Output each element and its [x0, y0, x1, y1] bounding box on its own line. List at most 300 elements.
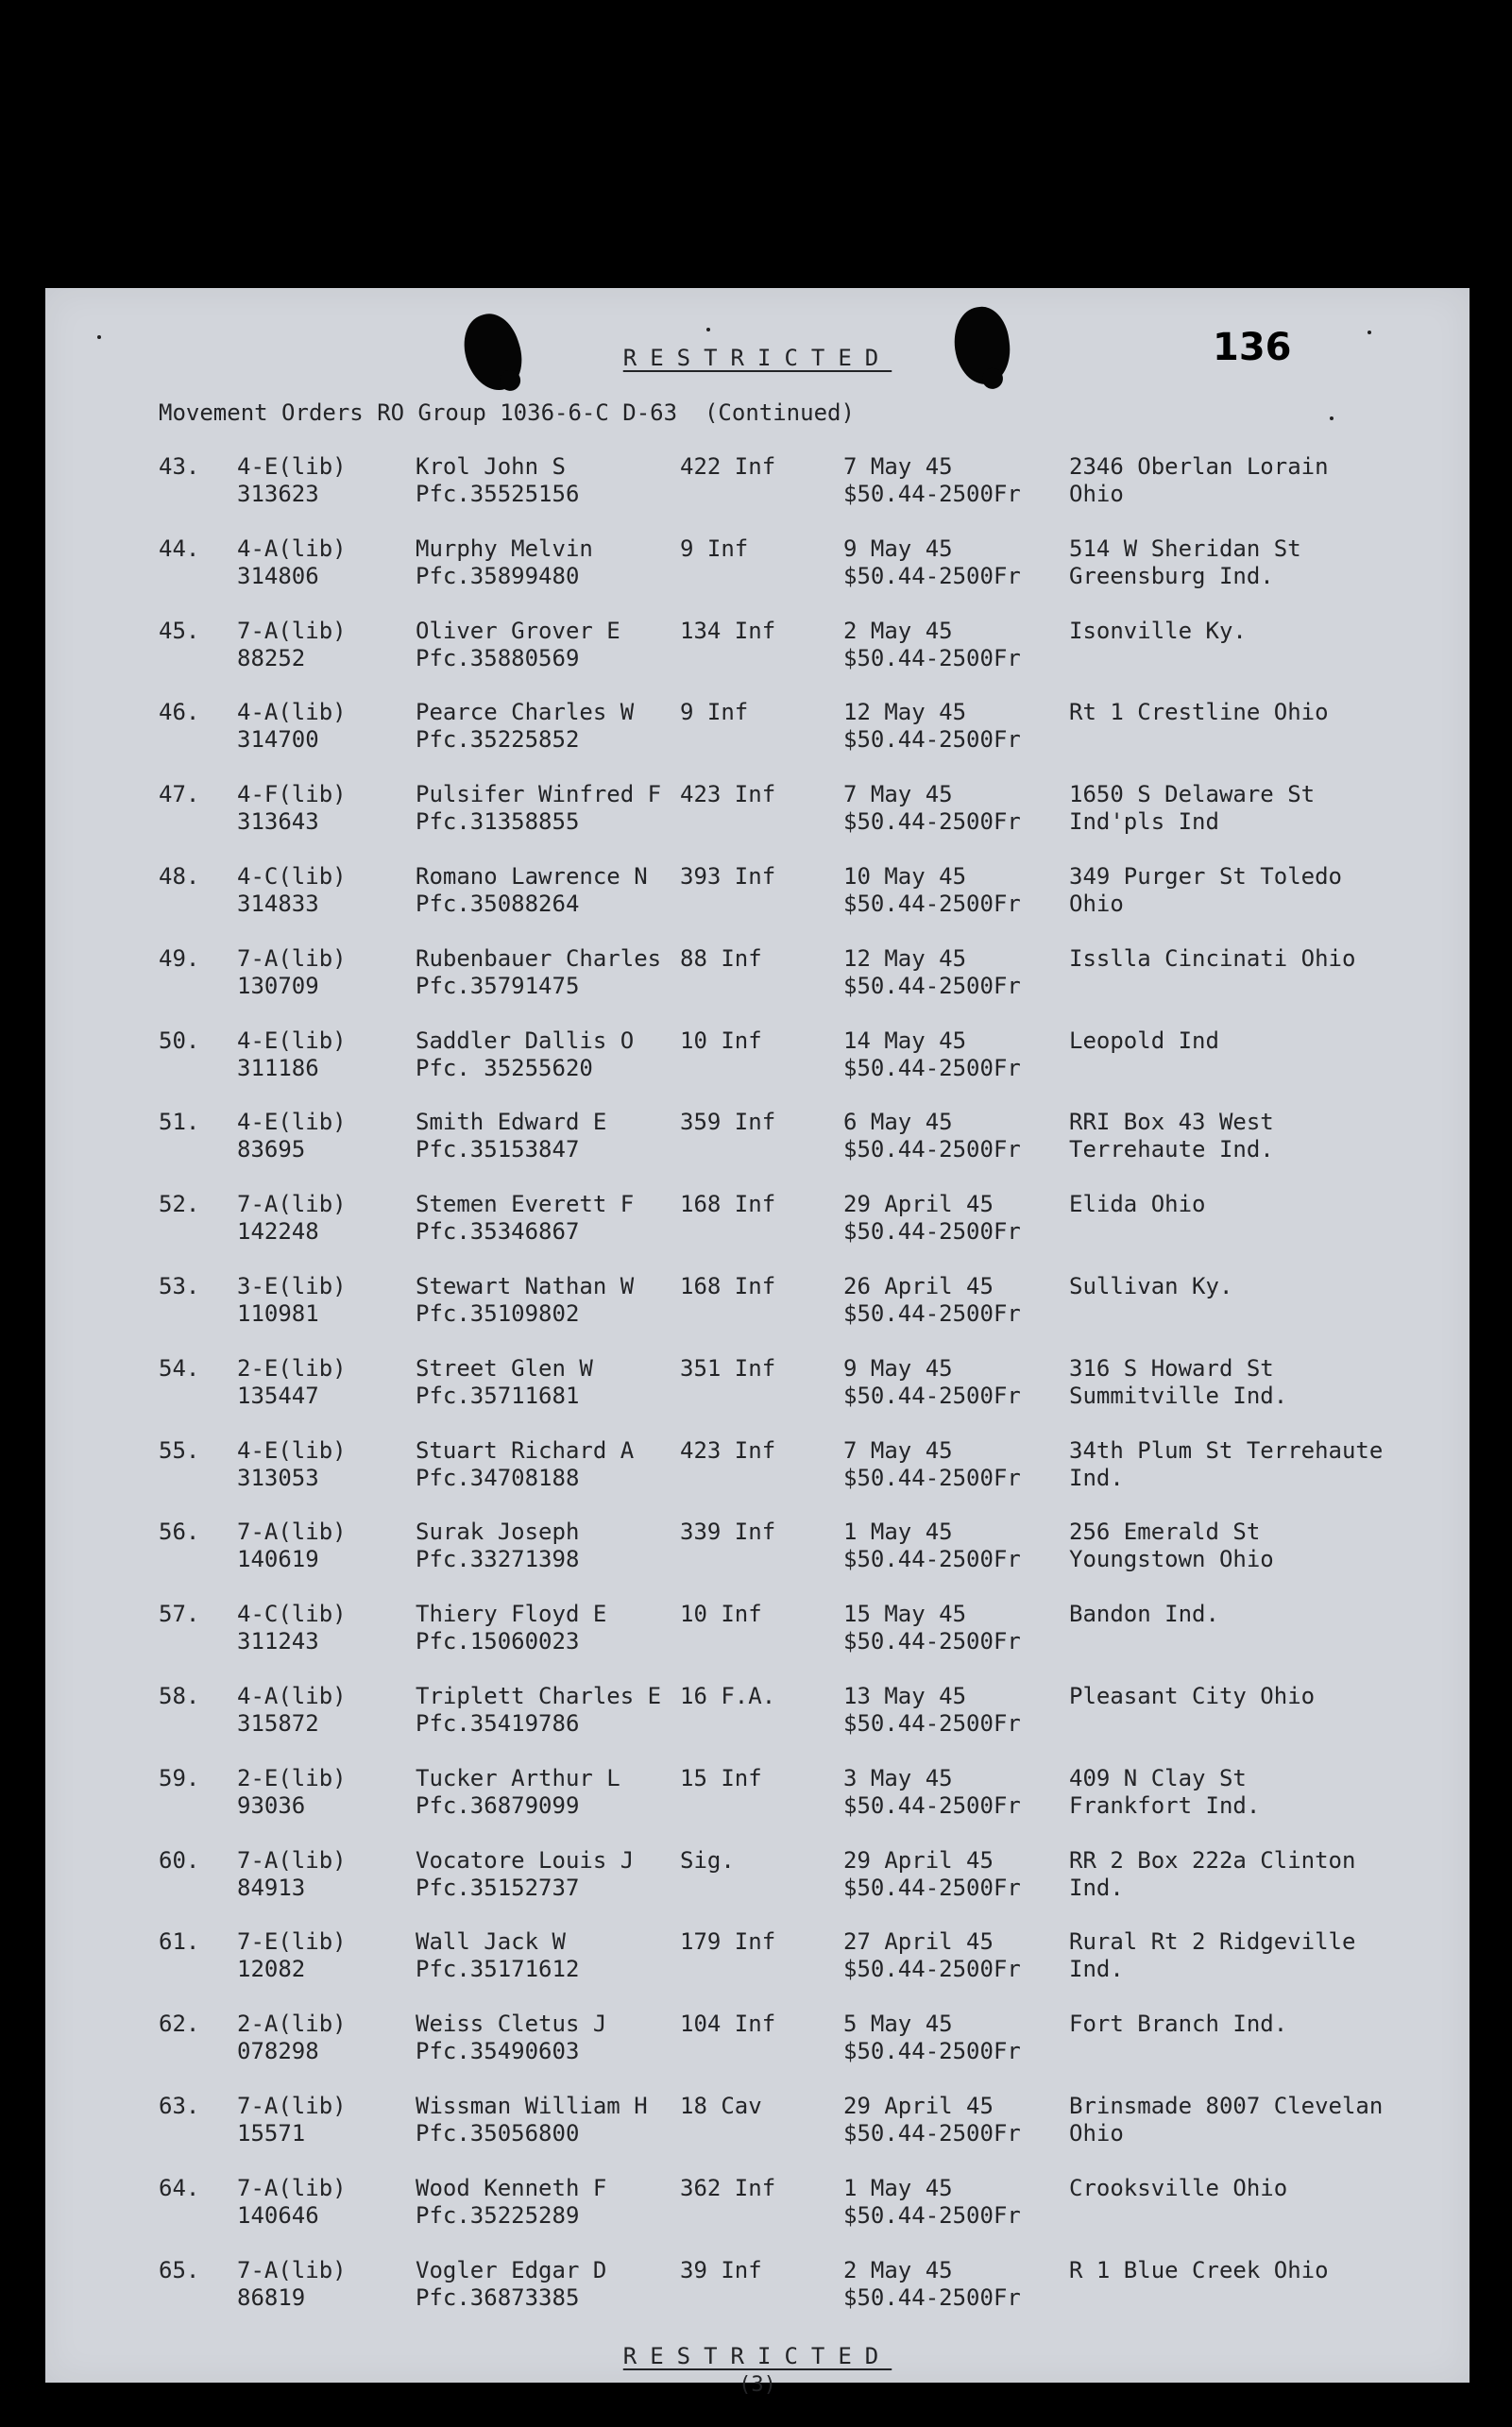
entry-rank-asn: Pfc.35153847: [416, 1136, 580, 1163]
entry-pay: $50.44-2500Fr: [843, 1546, 1021, 1573]
entry-addr1: Rt 1 Crestline Ohio: [1069, 699, 1329, 726]
entry-num: 50.: [159, 1027, 200, 1054]
entry-date: 15 May 45: [843, 1601, 967, 1628]
entry-mos-serial: [237, 1191, 347, 1246]
entry-mos-serial: [237, 1519, 347, 1573]
entry-number: [159, 535, 199, 563]
entry-num: 53.: [159, 1273, 200, 1299]
entry-num: 58.: [159, 1683, 200, 1709]
entry-unit: 10 Inf: [680, 1027, 762, 1054]
entry-date: 1 May 45: [843, 1519, 953, 1546]
entry-mos: 7-A(lib): [237, 1519, 347, 1546]
entry-name-asn: [416, 1601, 606, 1655]
entry-serial: 135447: [237, 1382, 319, 1409]
entry-mos: 4-E(lib): [237, 1109, 347, 1136]
entry-address: [1069, 1191, 1206, 1218]
entry-name: Romano Lawrence N: [416, 863, 648, 890]
entry-unit: 134 Inf: [680, 617, 776, 644]
entry-num: 60.: [159, 1846, 200, 1874]
entry-pay: $50.44-2500Fr: [843, 481, 1021, 507]
entry-address: [1069, 1601, 1219, 1628]
entry-unit: [680, 2257, 762, 2284]
entry-unit: 393 Inf: [680, 863, 776, 890]
entry-unit: [680, 535, 748, 563]
entry-row: [45, 453, 1470, 529]
entry-date: 3 May 45: [843, 1764, 953, 1791]
entry-addr1: Pleasant City Ohio: [1069, 1683, 1316, 1709]
entry-mos: 4-E(lib): [237, 1436, 347, 1464]
entry-serial: 110981: [237, 1300, 319, 1327]
entry-unit: [680, 453, 775, 481]
entry-mos-serial: [237, 1109, 347, 1163]
entry-mos-serial: [237, 618, 347, 672]
entry-pay: $50.44-2500Fr: [843, 562, 1021, 589]
entry-date-pay: [843, 535, 1021, 590]
entry-addr2: Ohio: [1069, 481, 1124, 507]
entry-rank-asn: Pfc.35711681: [416, 1382, 580, 1409]
entry-date-pay: [843, 618, 1021, 672]
entry-unit: [680, 1191, 775, 1218]
speck: [1330, 416, 1334, 420]
entry-name-asn: [416, 618, 620, 672]
entry-addr1: Bandon Ind.: [1069, 1601, 1219, 1628]
speck: [706, 328, 710, 331]
entry-mos-serial: [237, 2175, 347, 2230]
entry-name-asn: [416, 453, 579, 508]
entry-pay: $50.44-2500Fr: [843, 891, 1021, 917]
entry-addr2: Youngstown Ohio: [1069, 1546, 1274, 1573]
entry-rank-asn: Pfc.35171612: [416, 1956, 580, 1983]
entry-date: 7 May 45: [843, 453, 953, 480]
entry-date-pay: [843, 2093, 1021, 2147]
entry-row: [45, 1847, 1470, 1923]
entry-mos: 7-A(lib): [237, 2256, 347, 2283]
entry-name-asn: [416, 1437, 634, 1492]
entry-unit: 351 Inf: [680, 1354, 776, 1382]
entry-date-pay: [843, 453, 1021, 508]
entry-name-asn: [416, 1683, 661, 1738]
entry-mos-serial: [237, 1847, 347, 1902]
entry-row: [45, 1928, 1470, 2004]
entry-address: [1069, 453, 1329, 508]
entry-mos-serial: [237, 2011, 347, 2065]
entry-date-pay: [843, 1273, 1021, 1328]
entry-num: 65.: [159, 2256, 200, 2283]
entry-date-pay: [843, 863, 1021, 918]
entry-rank-asn: Pfc.35346867: [416, 1218, 580, 1246]
entry-addr1: RRI Box 43 West: [1069, 1109, 1274, 1136]
entry-pay: $50.44-2500Fr: [843, 2283, 1021, 2311]
entry-mos: 4-A(lib): [237, 535, 347, 562]
entry-date-pay: [843, 945, 1021, 1000]
entry-number: [159, 1765, 199, 1792]
entry-number: [159, 1601, 199, 1628]
entry-unit: 423 Inf: [680, 1436, 776, 1464]
entry-mos: 4-E(lib): [237, 453, 347, 480]
entry-unit: [680, 618, 775, 645]
entry-date: 9 May 45: [843, 1354, 953, 1382]
entry-unit: 362 Inf: [680, 2174, 776, 2201]
entry-addr1: Elida Ohio: [1069, 1191, 1206, 1218]
entry-name: Tucker Arthur L: [416, 1764, 620, 1791]
entry-mos-serial: [237, 453, 347, 508]
entry-unit: [680, 1601, 762, 1628]
entry-rank-asn: Pfc.35225852: [416, 726, 580, 754]
entry-unit: 10 Inf: [680, 1601, 762, 1628]
entry-number: [159, 1027, 199, 1055]
entry-unit: [680, 945, 762, 973]
entry-rank-asn: Pfc.35056800: [416, 2120, 580, 2147]
entry-addr1: Isslla Cincinati Ohio: [1069, 944, 1356, 972]
entry-num: 61.: [159, 1928, 200, 1956]
entry-row: [45, 1519, 1470, 1594]
entry-rank-asn: Pfc.33271398: [416, 1546, 580, 1573]
entry-name: Pearce Charles W: [416, 699, 635, 726]
entry-address: [1069, 945, 1355, 973]
entry-unit: 168 Inf: [680, 1273, 776, 1299]
entry-pay: $50.44-2500Fr: [843, 1956, 1021, 1983]
entry-addr2: Ohio: [1069, 891, 1124, 917]
entry-date: 10 May 45: [843, 863, 967, 890]
entry-address: [1069, 1355, 1287, 1410]
entry-date-pay: [843, 2257, 1021, 2312]
entry-row: [45, 2257, 1470, 2333]
entry-mos: 7-A(lib): [237, 944, 347, 972]
footer-page-number: (3): [739, 2373, 776, 2397]
entry-unit: 168 Inf: [680, 1191, 776, 1218]
entry-row: [45, 1437, 1470, 1513]
entry-pay: $50.44-2500Fr: [843, 2201, 1021, 2229]
entry-name-asn: [416, 1765, 620, 1820]
entry-serial: 86819: [237, 2283, 306, 2311]
entry-address: [1069, 1437, 1383, 1492]
entry-date: 7 May 45: [843, 1436, 953, 1464]
entry-pay: $50.44-2500Fr: [843, 644, 1021, 671]
entry-addr2: Ind.: [1069, 1464, 1124, 1491]
entry-mos: 2-E(lib): [237, 1354, 347, 1382]
entry-num: 52.: [159, 1191, 200, 1218]
entry-number: [159, 1437, 199, 1465]
entry-serial: 88252: [237, 644, 306, 671]
entry-date-pay: [843, 2011, 1021, 2065]
entry-name-asn: [416, 781, 661, 836]
entry-unit: [680, 1355, 775, 1383]
entry-unit: 39 Inf: [680, 2256, 762, 2283]
entry-serial: 311243: [237, 1628, 319, 1655]
entry-num: 46.: [159, 699, 200, 726]
entry-rank-asn: Pfc.35880569: [416, 644, 580, 671]
entry-mos-serial: [237, 1928, 347, 1983]
entry-date: 29 April 45: [843, 2093, 994, 2119]
entry-address: [1069, 2093, 1383, 2147]
header-classification: RESTRICTED: [622, 345, 892, 371]
entry-name: Rubenbauer Charles: [416, 944, 662, 972]
entry-date: 13 May 45: [843, 1683, 967, 1709]
entry-date: 2 May 45: [843, 2256, 953, 2283]
entry-serial: 12082: [237, 1956, 306, 1983]
entry-number: [159, 1273, 199, 1300]
entry-mos: 4-F(lib): [237, 781, 347, 808]
entry-mos-serial: [237, 945, 347, 1000]
entry-num: 43.: [159, 453, 200, 480]
entry-row: [45, 2175, 1470, 2250]
entry-unit: [680, 1928, 775, 1956]
entry-unit: 16 F.A.: [680, 1683, 776, 1709]
entry-name: Pulsifer Winfred F: [416, 781, 662, 808]
entry-row: [45, 1273, 1470, 1349]
entry-number: [159, 863, 199, 891]
entry-name-asn: [416, 2011, 606, 2065]
entry-rank-asn: Pfc.35490603: [416, 2038, 580, 2065]
entry-name: Thiery Floyd E: [416, 1601, 607, 1628]
entry-mos-serial: [237, 1027, 347, 1082]
entry-addr1: 316 S Howard St: [1069, 1354, 1274, 1382]
entry-number: [159, 618, 199, 645]
entry-row: [45, 618, 1470, 693]
entry-address: [1069, 1027, 1219, 1055]
entry-rank-asn: Pfc.34708188: [416, 1464, 580, 1491]
entry-addr1: Isonville Ky.: [1069, 617, 1247, 644]
entry-unit: Sig.: [680, 1846, 735, 1874]
entry-number: [159, 699, 199, 726]
entry-unit: 9 Inf: [680, 699, 749, 726]
entry-serial: 140646: [237, 2201, 319, 2229]
entry-mos: 7-A(lib): [237, 617, 347, 644]
entry-number: [159, 2011, 199, 2038]
entry-mos: 7-E(lib): [237, 1928, 347, 1956]
entry-unit: [680, 1847, 735, 1875]
entry-unit: [680, 1519, 775, 1546]
entry-row: [45, 535, 1470, 611]
entry-number: [159, 453, 199, 481]
entry-addr1: Fort Branch Ind.: [1069, 2011, 1288, 2038]
entry-serial: 84913: [237, 1874, 306, 1901]
entry-date-pay: [843, 1027, 1021, 1082]
entry-rank-asn: Pfc.15060023: [416, 1628, 580, 1655]
footer-classification: RESTRICTED: [622, 2343, 892, 2369]
entry-serial: 315872: [237, 1710, 319, 1737]
entry-mos: 2-A(lib): [237, 2011, 347, 2038]
entry-mos: 7-A(lib): [237, 2174, 347, 2201]
entry-mos: 7-A(lib): [237, 1191, 347, 1218]
entry-mos: 7-A(lib): [237, 1846, 347, 1874]
entry-mos-serial: [237, 2093, 347, 2147]
entry-unit: 339 Inf: [680, 1519, 776, 1546]
entry-date-pay: [843, 781, 1021, 836]
entry-date-pay: [843, 1109, 1021, 1163]
entry-mos-serial: [237, 1437, 347, 1492]
entry-date: 5 May 45: [843, 2011, 953, 2038]
entry-date-pay: [843, 1765, 1021, 1820]
entry-num: 62.: [159, 2011, 200, 2038]
entry-name-asn: [416, 1191, 634, 1246]
entry-num: 57.: [159, 1601, 200, 1628]
entry-rank-asn: Pfc. 35255620: [416, 1054, 593, 1081]
entry-name-asn: [416, 945, 661, 1000]
entry-rank-asn: Pfc.35899480: [416, 562, 580, 589]
entry-row: [45, 945, 1470, 1021]
entry-date: 14 May 45: [843, 1027, 967, 1054]
entry-pay: $50.44-2500Fr: [843, 1054, 1021, 1081]
entry-address: [1069, 1519, 1274, 1573]
entry-name: Stuart Richard A: [416, 1436, 635, 1464]
entry-num: 56.: [159, 1519, 200, 1546]
speck: [1368, 331, 1371, 334]
entry-row: [45, 863, 1470, 939]
entry-addr1: Brinsmade 8007 Clevelan: [1069, 2093, 1384, 2119]
entry-serial: 311186: [237, 1054, 319, 1081]
entry-addr2: Terrehaute Ind.: [1069, 1136, 1274, 1163]
entry-name-asn: [416, 699, 634, 754]
entry-address: [1069, 2175, 1287, 2202]
entry-num: 47.: [159, 781, 200, 808]
entry-name-asn: [416, 2093, 648, 2147]
entry-unit: [680, 2011, 775, 2038]
entry-name: Vocatore Louis J: [416, 1846, 635, 1874]
entry-addr1: 409 N Clay St: [1069, 1764, 1247, 1791]
entry-address: [1069, 1109, 1274, 1163]
entry-serial: 130709: [237, 972, 319, 999]
entry-addr1: 349 Purger St Toledo: [1069, 863, 1342, 890]
entry-date-pay: [843, 699, 1021, 754]
entry-date: 6 May 45: [843, 1109, 953, 1136]
entry-row: [45, 2093, 1470, 2168]
entry-date-pay: [843, 1847, 1021, 1902]
entry-row: [45, 2011, 1470, 2086]
entry-address: [1069, 863, 1342, 918]
entry-pay: $50.44-2500Fr: [843, 1218, 1021, 1246]
entry-number: [159, 1191, 199, 1218]
entry-number: [159, 945, 199, 973]
entry-unit: 359 Inf: [680, 1109, 776, 1136]
entry-unit: 423 Inf: [680, 781, 776, 808]
entry-num: 51.: [159, 1109, 200, 1136]
entry-pay: $50.44-2500Fr: [843, 1628, 1021, 1655]
entry-name-asn: [416, 863, 648, 918]
document-subtitle: Movement Orders RO Group 1036-6-C D-63 (Continued): [159, 399, 855, 426]
entry-mos-serial: [237, 1683, 347, 1738]
entry-mos-serial: [237, 781, 347, 836]
entry-address: [1069, 2257, 1329, 2284]
entry-number: [159, 1355, 199, 1383]
entry-addr1: 34th Plum St Terrehaute: [1069, 1436, 1384, 1464]
entry-addr2: Ind.: [1069, 1874, 1124, 1901]
entry-name-asn: [416, 1519, 579, 1573]
entry-name: Saddler Dallis O: [416, 1027, 635, 1054]
entry-address: [1069, 781, 1315, 836]
entry-unit: [680, 2175, 775, 2202]
entry-unit: 88 Inf: [680, 944, 762, 972]
entry-name: Wall Jack W: [416, 1928, 566, 1956]
entry-name-asn: [416, 2175, 606, 2230]
entry-address: [1069, 535, 1301, 590]
entry-row: [45, 1191, 1470, 1266]
entry-pay: $50.44-2500Fr: [843, 2038, 1021, 2065]
entry-date-pay: [843, 1928, 1021, 1983]
entry-serial: 83695: [237, 1136, 306, 1163]
entry-mos: 4-C(lib): [237, 1601, 347, 1628]
entry-num: 48.: [159, 863, 200, 890]
entry-addr2: Ohio: [1069, 2120, 1124, 2147]
entry-addr1: 1650 S Delaware St: [1069, 781, 1316, 808]
entry-name: Vogler Edgar D: [416, 2256, 607, 2283]
entry-num: 64.: [159, 2174, 200, 2201]
entry-number: [159, 1683, 199, 1710]
entry-mos-serial: [237, 535, 347, 590]
entry-mos-serial: [237, 1601, 347, 1655]
entry-date: 7 May 45: [843, 781, 953, 808]
entry-mos-serial: [237, 1765, 347, 1820]
entry-num: 54.: [159, 1354, 200, 1382]
entry-pay: $50.44-2500Fr: [843, 1300, 1021, 1327]
entry-date-pay: [843, 1191, 1021, 1246]
entry-addr1: R 1 Blue Creek Ohio: [1069, 2256, 1329, 2283]
entry-date: 29 April 45: [843, 1191, 994, 1218]
entry-address: [1069, 618, 1247, 645]
entry-mos: 2-E(lib): [237, 1764, 347, 1791]
entry-serial: 93036: [237, 1791, 306, 1819]
entry-rank-asn: Pfc.35152737: [416, 1874, 580, 1901]
entry-mos: 4-C(lib): [237, 863, 347, 890]
entry-name: Oliver Grover E: [416, 617, 620, 644]
entry-pay: $50.44-2500Fr: [843, 972, 1021, 999]
entry-address: [1069, 1273, 1232, 1300]
entry-name-asn: [416, 1355, 593, 1410]
entry-number: [159, 2175, 199, 2202]
entry-unit: 15 Inf: [680, 1764, 762, 1791]
entry-mos: 3-E(lib): [237, 1273, 347, 1299]
entry-date: 1 May 45: [843, 2174, 953, 2201]
entry-mos: 4-A(lib): [237, 1683, 347, 1709]
entry-addr2: Greensburg Ind.: [1069, 562, 1274, 589]
entry-row: [45, 699, 1470, 774]
entry-addr2: Frankfort Ind.: [1069, 1791, 1261, 1819]
entry-pay: $50.44-2500Fr: [843, 808, 1021, 836]
entry-unit: [680, 863, 775, 891]
entry-rank-asn: Pfc.35225289: [416, 2201, 580, 2229]
entry-pay: $50.44-2500Fr: [843, 1791, 1021, 1819]
entry-number: [159, 2257, 199, 2284]
entry-addr1: Leopold Ind: [1069, 1027, 1219, 1054]
entry-serial: 078298: [237, 2038, 319, 2065]
entry-date: 9 May 45: [843, 535, 953, 562]
entry-row: [45, 1027, 1470, 1103]
entry-number: [159, 1928, 199, 1956]
entry-pay: $50.44-2500Fr: [843, 1382, 1021, 1409]
entry-address: [1069, 2011, 1287, 2038]
entry-rank-asn: Pfc.35109802: [416, 1300, 580, 1327]
entry-rank-asn: Pfc.31358855: [416, 808, 580, 836]
entry-name: Weiss Cletus J: [416, 2011, 607, 2038]
entry-unit: [680, 1027, 762, 1055]
entry-name: Wissman William H: [416, 2093, 648, 2119]
entry-pay: $50.44-2500Fr: [843, 1136, 1021, 1163]
entry-date-pay: [843, 1437, 1021, 1492]
entry-address: [1069, 1683, 1315, 1710]
entry-name: Surak Joseph: [416, 1519, 580, 1546]
entry-name-asn: [416, 535, 593, 590]
entry-serial: 15571: [237, 2120, 306, 2147]
entry-address: [1069, 1847, 1355, 1902]
entry-mos-serial: [237, 699, 347, 754]
entry-serial: 314700: [237, 726, 319, 754]
entry-row: [45, 781, 1470, 857]
entry-num: 44.: [159, 535, 200, 562]
entry-name: Murphy Melvin: [416, 535, 593, 562]
entry-pay: $50.44-2500Fr: [843, 726, 1021, 754]
entry-rank-asn: Pfc.35525156: [416, 481, 580, 507]
entry-name-asn: [416, 1273, 634, 1328]
